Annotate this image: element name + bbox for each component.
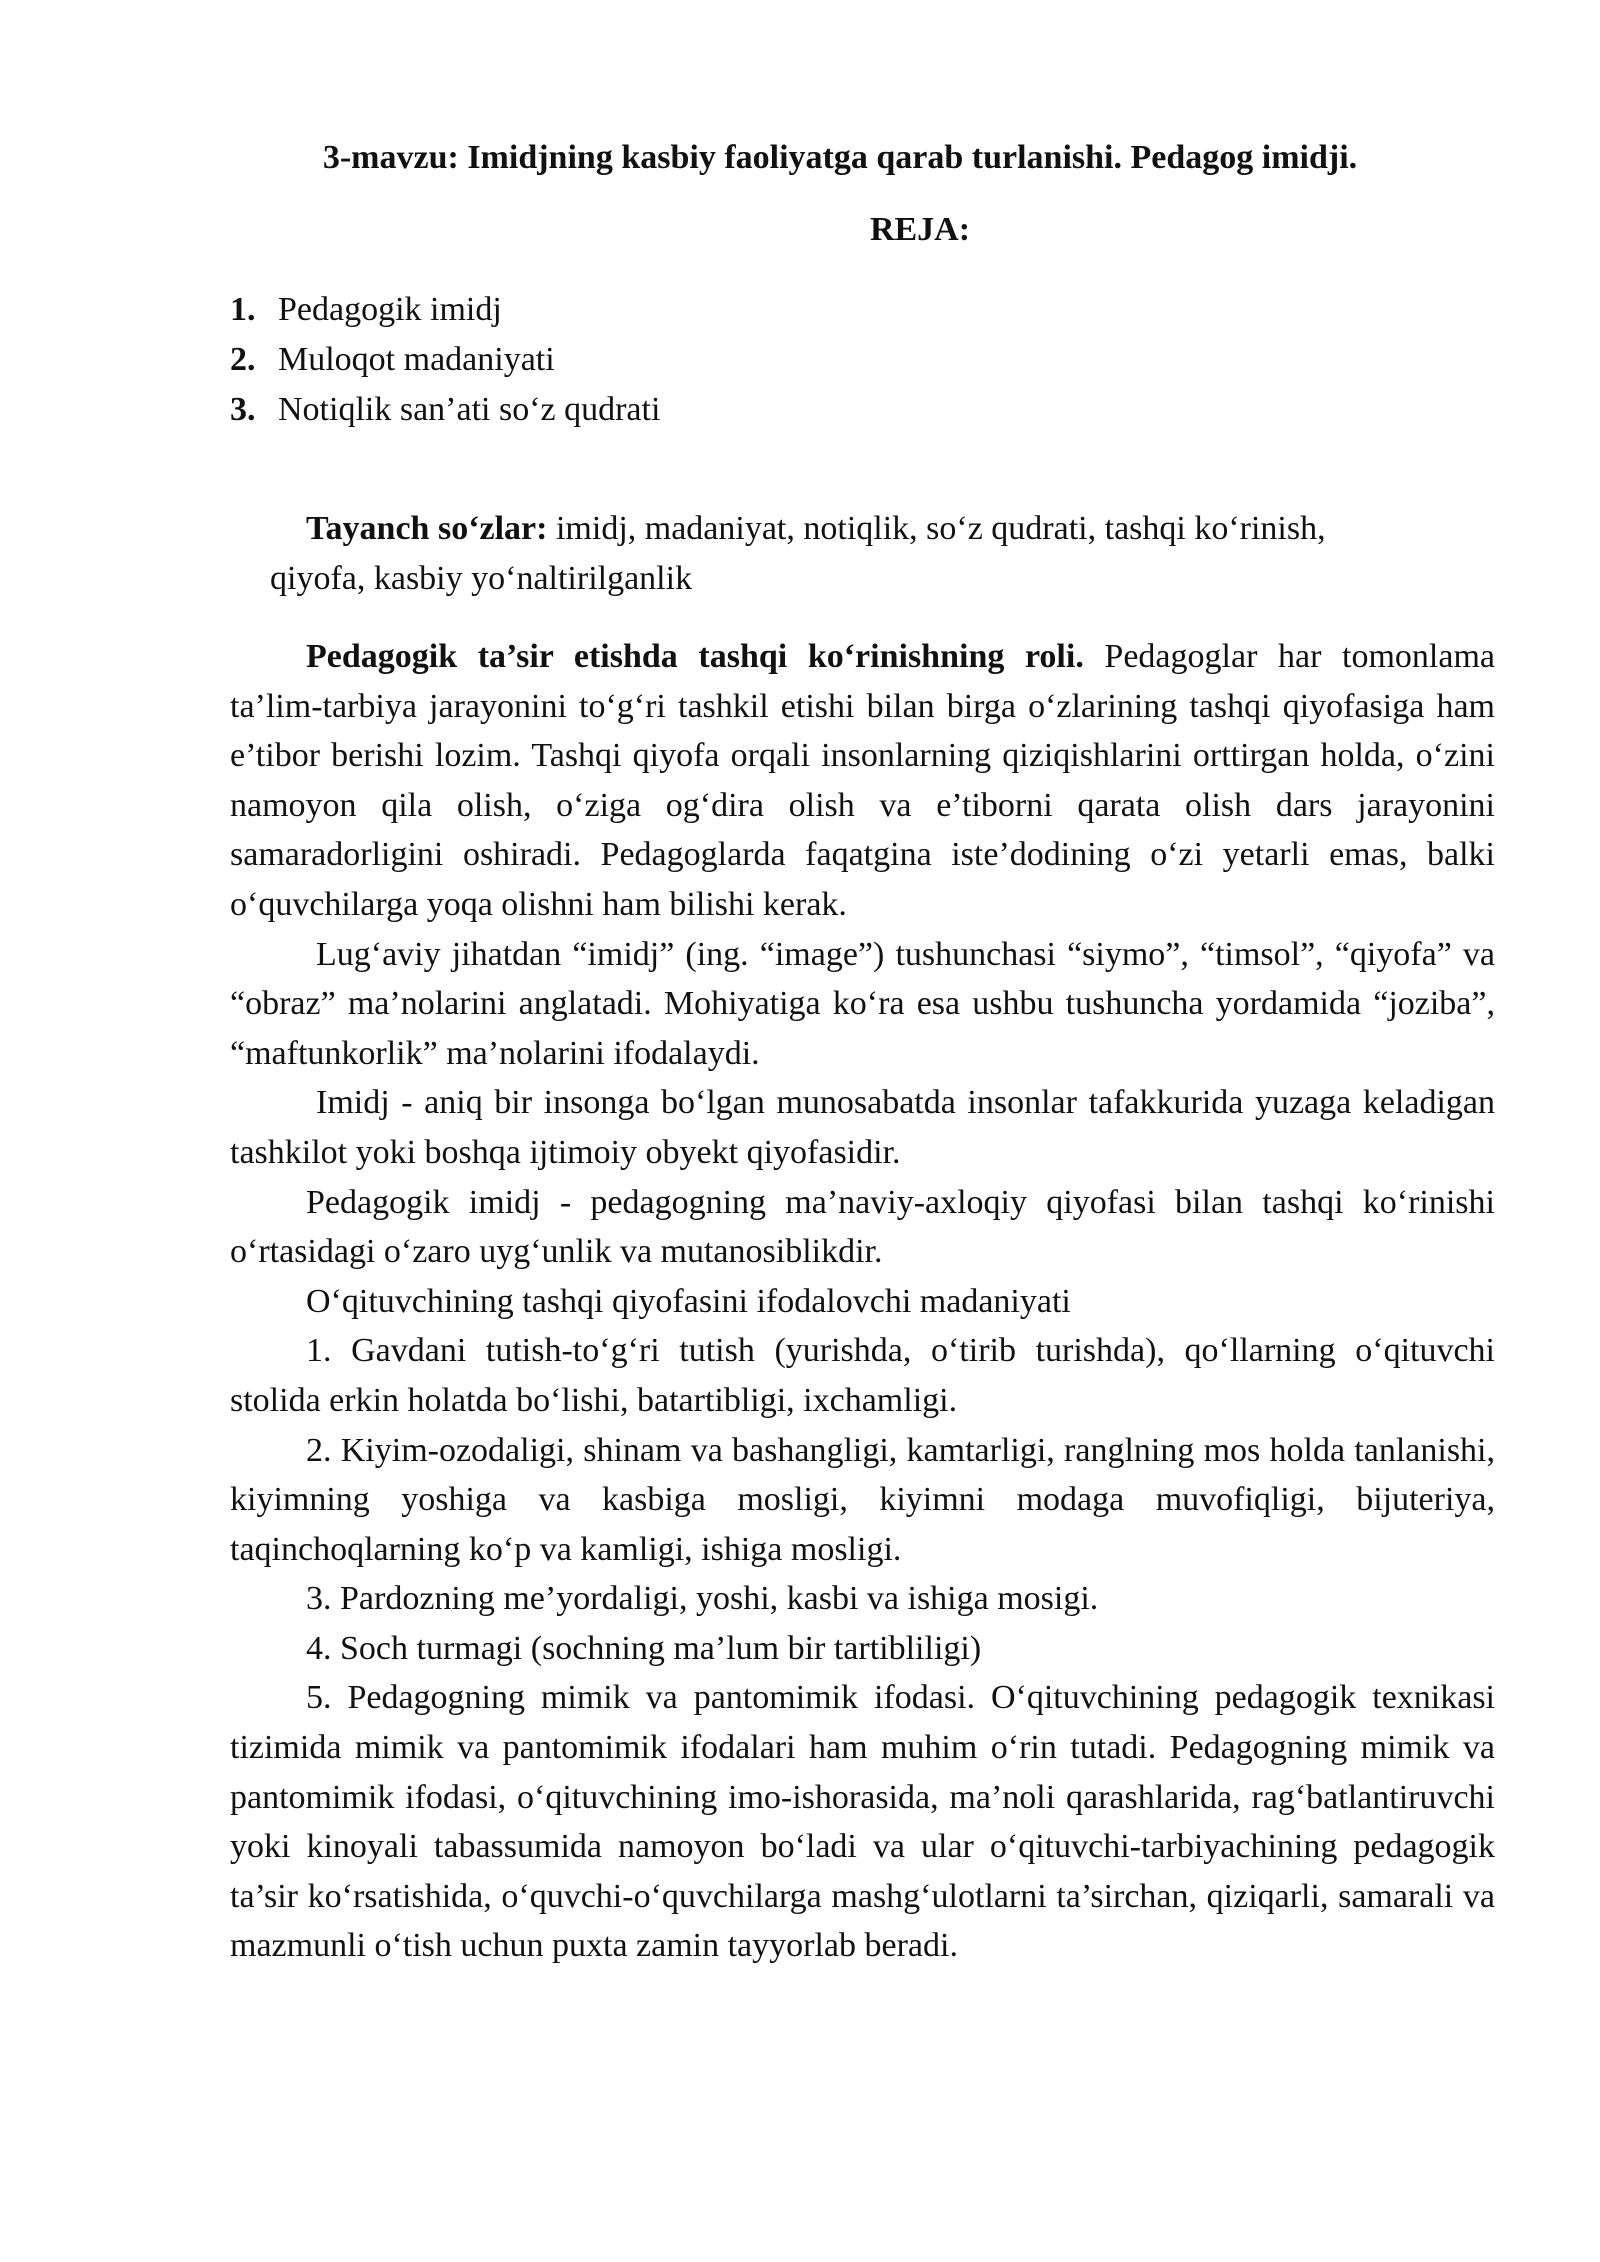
list-item-text: Muloqot madaniyati: [278, 341, 555, 378]
paragraph: Pedagogik imidj - pedagogning ma’naviy-axloqiy qiyofasi bilan tashqi ko‘rinishi o‘rtasidagi o‘zaro uyg‘unlik va mutanosiblikdir.: [230, 1183, 1495, 1271]
plan-list: [230, 285, 660, 435]
list-item: [230, 285, 660, 335]
list-item: [230, 335, 660, 385]
paragraph: 1. Gavdani tutish-to‘g‘ri tutish (yurishda, o‘tirib turishda), qo‘llarning o‘qituvchi stolida erkin holatda bo‘lishi, batartibligi, ixchamligi.: [230, 1332, 1495, 1419]
paragraph: [230, 632, 1495, 930]
keywords-label: Tayanch so‘zlar:: [306, 510, 548, 547]
paragraph: Imidj - aniq bir insonga bo‘lgan munosabatda insonlar tafakkurida yuzaga keladigan tashkilot yoki boshqa ijtimoiy obyekt qiyofasidir.: [230, 1084, 1495, 1171]
paragraph: 4. Soch turmagi (sochning ma’lum bir tartibliligi): [306, 1629, 982, 1667]
paragraph: Lug‘aviy jihatdan “imidj” (ing. “image”) tushunchasi “siymo”, “timsol”, “qiyofa” va “obraz” ma’nolarini anglatadi. Mohiyatiga ko‘ra esa ushbu tushuncha yordamida “joziba”, “maftunkorlik” ma’nolarini ifodalaydi.: [230, 935, 1495, 1072]
list-item-number: 2.: [230, 341, 256, 378]
paragraph: 5. Pedagogning mimik va pantomimik ifodasi. O‘qituvchining pedagogik texnikasi tizimida mimik va pantomimik ifodalari ham muhim o‘rin tutadi. Pedagogning mimik va pantomimik ifodasi, o‘qituvchining imo-ishorasida, ma’noli qarashlarida, rag‘batlantiruvchi yoki kinoyali tabassumida namoyon bo‘ladi va ular o‘qituvchi-tarbiyachining pedagogik ta’sir ko‘rsatishida, o‘quvchi-o‘quvchilarga mashg‘ulotlarni ta’sirchan, qiziqarli, samarali va mazmunli o‘tish uchun puxta zamin tayyorlab beradi.: [230, 1679, 1495, 1965]
paragraph: 2. Kiyim-ozodaligi, shinam va bashangligi, kamtarligi, ranglning mos holda tanlanishi, kiyimning yoshiga va kasbiga mosligi, kiyimni modaga muvofiqligi, bijuteriya, taqinchoqlarning ko‘p va kamligi, ishiga mosligi.: [230, 1431, 1495, 1568]
list-item-number: 3.: [230, 391, 256, 428]
body-text: [230, 632, 1495, 1971]
paragraph: 3. Pardozning me’yordaligi, yoshi, kasbi va ishiga mosigi.: [306, 1580, 1099, 1618]
list-item-text: Pedagogik imidj: [278, 291, 502, 328]
keywords-text-2: qiyofa, kasbiy yo‘naltirilganlik: [270, 560, 693, 597]
paragraph-text: Pedagoglar har tomonlama ta’lim-tarbiya jarayonini to‘g‘ri tashkil etishi bilan birga o‘zlarining tashqi qiyofasiga ham e’tibor berishi lozim. Tashqi qiyofa orqali insonlarning qiziqishlarini orttirgan holda, o‘zini namoyon qila olish, o‘ziga og‘dira olish va e’tiborni qarata olish dars jarayonini samaradorligini oshiradi. Pedagoglarda faqatgina iste’dodining o‘zi yetarli emas, balki o‘quvchilarga yoqa olishni ham bilishi kerak.: [230, 638, 1495, 923]
keywords-line-1: [270, 504, 1490, 554]
keywords-block: [270, 504, 1490, 604]
list-item-number: 1.: [230, 291, 256, 328]
plan-heading: REJA:: [869, 211, 971, 248]
paragraph-heading: Pedagogik ta’sir etishda tashqi ko‘rinishning roli.: [306, 638, 1084, 675]
list-item-text: Notiqlik san’ati so‘z qudrati: [278, 391, 661, 428]
keywords-text-1: imidj, madaniyat, notiqlik, so‘z qudrati, tashqi ko‘rinish,: [547, 510, 1326, 547]
list-item: [230, 385, 660, 435]
page-title: 3-mavzu: Imidjning kasbiy faoliyatga qarab turlanishi. Pedagog imidji.: [322, 139, 1358, 176]
paragraph: O‘qituvchining tashqi qiyofasini ifodalovchi madaniyati: [306, 1282, 1071, 1320]
